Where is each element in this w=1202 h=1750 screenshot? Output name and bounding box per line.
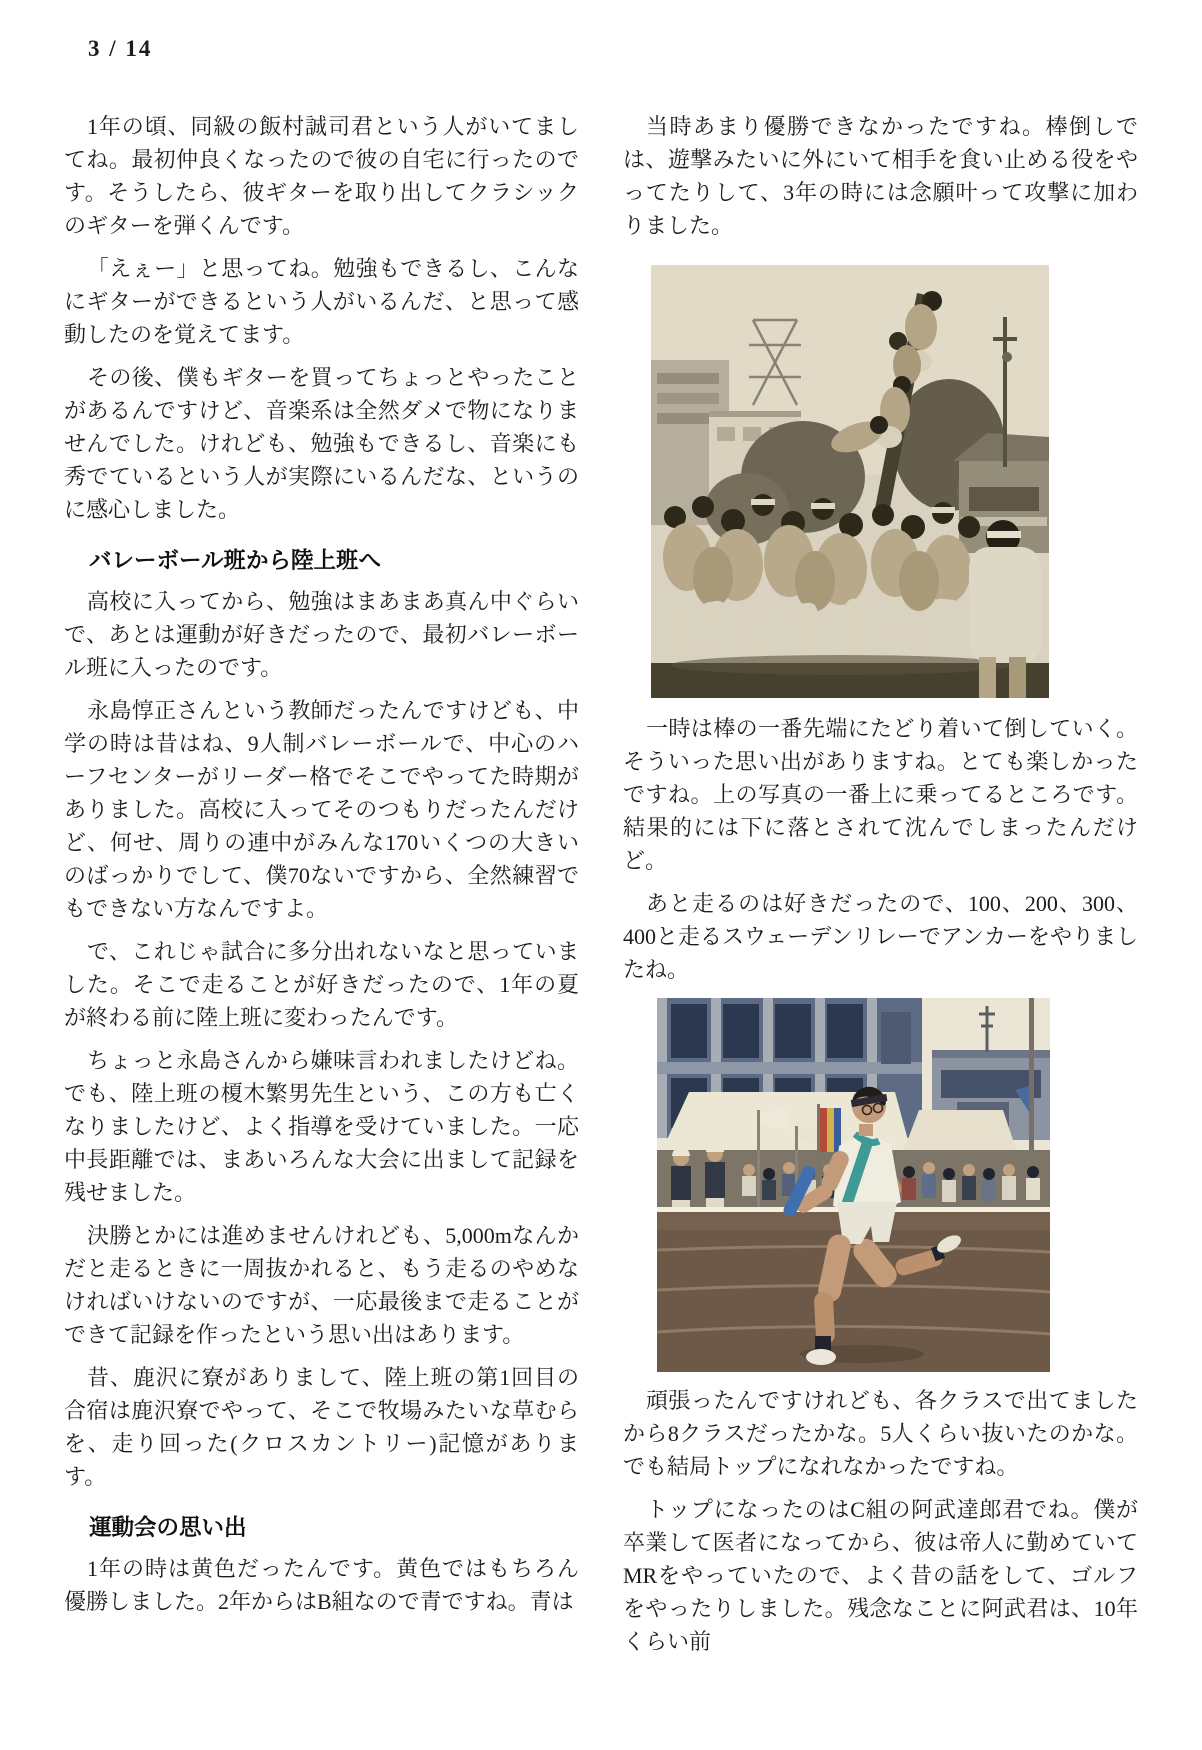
page-number: 3 / 14 [88, 36, 153, 61]
paragraph: 永島惇正さんという教師だったんですけども、中学の時は昔はね、9人制バレーボールで、中心のハーフセンターがリーダー格でそこでやってた時期がありました。高校に入ってそのつもりだったんだけど、何せ、周りの連中がみんな170いくつの大きいのばっかりでして、僕70ないですから、全然練習でもできない方なんですよ。 [64, 698, 579, 921]
paragraph: 頑張ったんですけれども、各クラスで出てましたから8クラスだったかな。5人くらい抜いたのかな。でも結局トップになれなかったですね。 [623, 1388, 1138, 1479]
paragraph: 「えぇー」と思ってね。勉強もできるし、こんなにギターができるという人がいるんだ、と思って感動したのを覚えてます。 [64, 256, 579, 347]
pole-toppling-illustration [651, 265, 1049, 698]
paragraph: 高校に入ってから、勉強はまあまあ真ん中ぐらいで、あとは運動が好きだったので、最初バレーボール班に入ったのです。 [64, 589, 579, 680]
paragraph: 当時あまり優勝できなかったですね。棒倒しでは、遊撃みたいに外にいて相手を食い止める役をやってたりして、3年の時には念願叶って攻撃に加わりました。 [623, 114, 1138, 238]
paragraph: あと走るのは好きだったので、100、200、300、400と走るスウェーデンリレーでアンカーをやりましたね。 [623, 891, 1138, 982]
paragraph: 1年の頃、同級の飯村誠司君という人がいてましてね。最初仲良くなったので彼の自宅に行ったのです。そうしたら、彼ギターを取り出してクラシックのギターを弾くんです。 [64, 114, 579, 238]
paragraph: トップになったのはC組の阿武達郎君でね。僕が卒業して医者になってから、彼は帝人に勤めていてMRをやっていたので、よく昔の話をして、ゴルフをやったりしました。残念なことに阿武君は、10年くらい前 [623, 1497, 1138, 1654]
photo-pole-toppling-bw [651, 265, 1049, 698]
paragraph: ちょっと永島さんから嫌味言われましたけどね。でも、陸上班の榎木繁男先生という、この方も亡くなりましたけど、よく指導を受けていました。一応中長距離では、まあいろんな大会に出まして記録を残せました。 [64, 1048, 579, 1205]
left-column [64, 110, 579, 1658]
right-column [623, 110, 1138, 1658]
section-heading-sports-day-memories: 運動会の思い出 [89, 1515, 247, 1540]
section-heading-volleyball-to-track: バレーボール班から陸上班へ [89, 548, 382, 573]
paragraph: で、これじゃ試合に多分出れないなと思っていました。そこで走ることが好きだったので、1年の夏が終わる前に陸上班に変わったんです。 [64, 939, 579, 1030]
paragraph: 決勝とかには進めませんけれども、5,000mなんかだと走るときに一周抜かれると、もう走るのやめなければいけないのですが、一応最後まで走ることができて記録を作ったという思い出はあります。 [64, 1223, 579, 1347]
paragraph: その後、僕もギターを買ってちょっとやったことがあるんですけど、音楽系は全然ダメで物になりませんでした。けれども、勉強もできるし、音楽にも秀でているという人が実際にいるんだな、というのに感心しました。 [64, 365, 579, 522]
two-column-layout [64, 110, 1138, 1658]
relay-runner-illustration [657, 998, 1050, 1372]
paragraph: 昔、鹿沢に寮がありまして、陸上班の第1回目の合宿は鹿沢寮でやって、そこで牧場みたいな草むらを、走り回った(クロスカントリー)記憶があります。 [64, 1365, 579, 1489]
photo-relay-runner-color [657, 998, 1050, 1372]
paragraph: 一時は棒の一番先端にたどり着いて倒していく。そういった思い出がありますね。とても楽しかったですね。上の写真の一番上に乗ってるところです。結果的には下に落とされて沈んでしまったんだけど。 [623, 716, 1138, 873]
paragraph: 1年の時は黄色だったんです。黄色ではもちろん優勝しました。2年からはB組なので青ですね。青は [64, 1556, 579, 1614]
